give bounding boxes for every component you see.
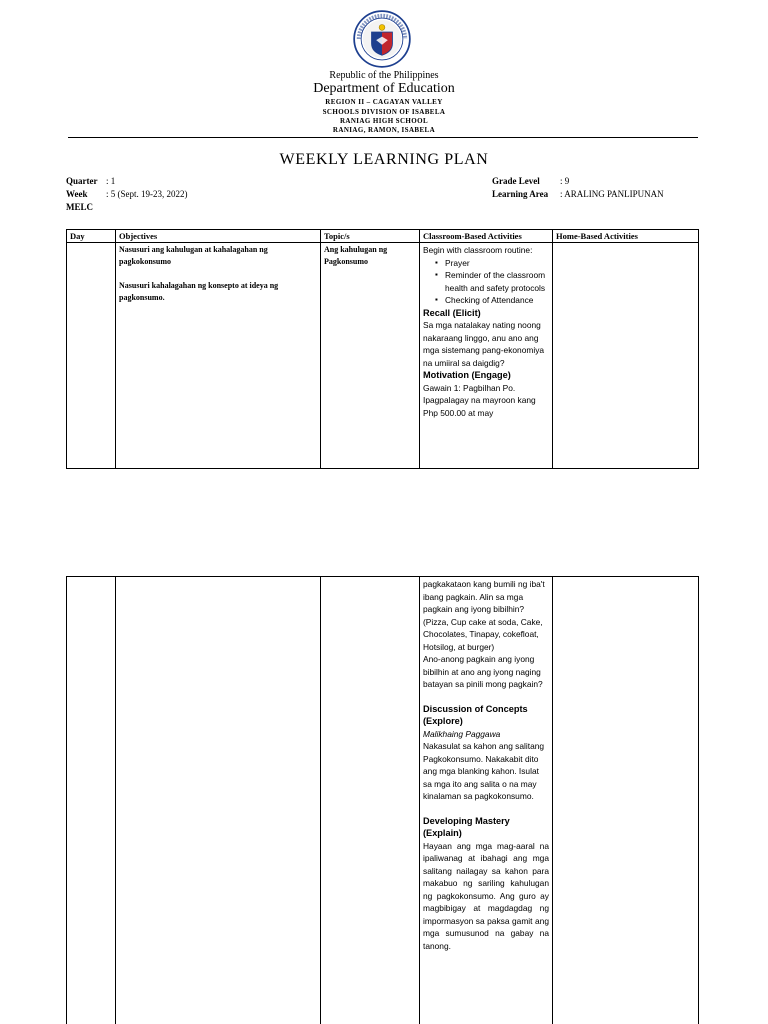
grade-value: : 9: [560, 176, 570, 186]
home-activities-cell: [553, 243, 699, 469]
header-address: RANIAG, RAMON, ISABELA: [332, 126, 436, 134]
spacer: [423, 691, 549, 703]
learning-plan-table-page1: [66, 229, 699, 469]
area-label: Learning Area: [492, 189, 549, 199]
objective-1: Nasusuri ang kahulugan at kahalagahan ng pagkokonsumo: [119, 245, 268, 266]
motivation-heading: Motivation (Engage): [423, 370, 511, 380]
motivation-question: Ano-anong pagkain ang iyong bibilhin at ano ang iyong naging batayan sa pinili mong pagkain?: [423, 654, 543, 689]
objective-2: Nasusuri kahalagahan ng konsepto at ideya ng pagkonsumo.: [119, 281, 279, 302]
mastery-heading: Developing Mastery (Explain): [423, 815, 510, 838]
header-school: RANIAG HIGH SCHOOL: [339, 117, 429, 125]
quarter-value: : 1: [106, 176, 116, 186]
week-label: Week: [66, 189, 88, 199]
header-republic: Republic of the Philippines: [329, 70, 439, 81]
list-item: ▪ Reminder of the classroom health and safety protocols: [435, 269, 549, 294]
routine-intro: Begin with classroom routine:: [423, 245, 533, 255]
week-value: : 5 (Sept. 19-23, 2022): [106, 189, 188, 199]
discussion-subheading: Malikhaing Paggawa: [423, 728, 501, 739]
melc-label: MELC: [66, 202, 93, 212]
classroom-activities-cell: [420, 577, 553, 1024]
classroom-activities-cell: [420, 243, 553, 469]
day-cell: [67, 577, 116, 1024]
header-topics: Topic/s: [321, 230, 420, 243]
deped-seal-logo: [353, 10, 411, 68]
objectives-cell: [116, 243, 321, 469]
mastery-text: Hayaan ang mga mag-aaral na ipaliwanag at ibahagi ang mga salitang nailagay sa kahon para makabuo ng sariling kahulugan ng pagkokonsumo. Ang guro ay magbibigay at magdagdag ng impormasyon sa paksa gamit ang mga sumusunod na gabay na tanong.: [423, 840, 549, 951]
table-row: [67, 577, 699, 1024]
home-activities-cell: [553, 577, 699, 1024]
grade-label: Grade Level: [492, 176, 540, 186]
spacer: [423, 803, 549, 815]
discussion-text: Nakasulat sa kahon ang salitang Pagkokonsumo. Nakakabit dito ang mga blanking kahon. Isulat sa mga ito ang salita o na may kinalaman sa pagkokonsumo.: [423, 741, 545, 801]
learning-plan-table-page2: [66, 576, 699, 1024]
objectives-cell: [116, 577, 321, 1024]
recall-text: Sa mga natalakay nating noong nakaraang linggo, anu ano ang mga sistemang pang-ekonomiya na umiiral sa daigdig?: [423, 320, 545, 368]
motivation-continuation: pagkakataon kang bumili ng iba't ibang pagkain. Alin sa mga pagkain ang iyong bibilhin? (Pizza, Cup cake at soda, Cake, Chocolates, Tinapay, cokefloat, Hotsilog, at burger): [423, 579, 545, 652]
quarter-label: Quarter: [66, 176, 98, 186]
header-department: Department of Education: [313, 81, 455, 96]
header-divider: [68, 137, 698, 138]
header-day: Day: [67, 230, 116, 243]
discussion-heading: Discussion of Concepts (Explore): [423, 703, 528, 726]
recall-heading: Recall (Elicit): [423, 307, 481, 318]
header-region: REGION II – CAGAYAN VALLEY: [325, 98, 443, 106]
table-row: [67, 243, 699, 469]
header-classroom-activities: Classroom-Based Activities: [420, 230, 553, 243]
day-cell: [67, 243, 116, 469]
area-value: : ARALING PANLIPUNAN: [560, 189, 664, 199]
topic-cell: [321, 577, 420, 1024]
motivation-text: Gawain 1: Pagbilhan Po. Ipagpalagay na mayroon kang Php 500.00 at may: [423, 382, 536, 418]
topic-cell: Ang kahulugan ng Pagkonsumo: [321, 243, 420, 469]
table-header-row: [67, 230, 699, 243]
header-division: SCHOOLS DIVISION OF ISABELA: [322, 108, 446, 116]
list-item: ▪ Checking of Attendance: [435, 294, 549, 307]
header-objectives: Objectives: [116, 230, 321, 243]
routine-list: [423, 257, 549, 307]
list-item: ▪ Prayer: [435, 257, 549, 270]
header-home-activities: Home-Based Activities: [553, 230, 699, 243]
page-title: WEEKLY LEARNING PLAN: [279, 151, 489, 168]
